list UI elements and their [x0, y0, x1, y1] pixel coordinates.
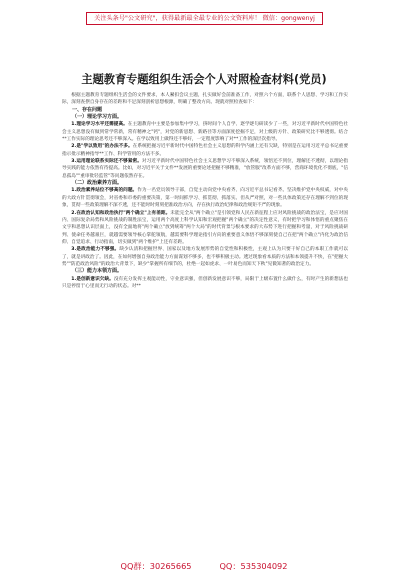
paragraph-lead: 3.是政治能力不够强。: [71, 247, 120, 253]
paragraph-lead: 2.是"学以致用"的办法不多。: [71, 144, 133, 150]
paragraph-lead: 1.是创新意识欠缺。: [71, 276, 114, 282]
subsection-heading: （一）理论学习方面。: [72, 114, 123, 121]
paragraph-text: 在主题教育中主要是参加集中学习，挤时间个人自学、逐学逐句研读少了一些，对习近平新时代中国特色社会主义思想没有做到常学常新，常有精神之"钙"，对党的新思想、新路径等方面深度挖掘不足，对上级的方针、政策研究比不够透彻。结合**工作实际的理论思考还不够深入。在学以致用上做得还不够好，一定程度影响了对**工作的深层次指导。: [62, 122, 349, 143]
paragraph-text: 作为一名党员领导干部，自觉主动向党中央看齐、向习近平总书记看齐。坚决维护党中央权威，对中央的大政方针贯彻领会，对省委和市委的重要决策，第一时间抓学习、抓贯彻、抓落实。但从严对照，对一些具体政策还存在理解不到位的现象，贯彻一些政策理解不深不透，还不能时时刻刻把准政治方向，存在执行政治纪律和政治规矩不严的现象。: [62, 188, 348, 209]
promo-banner: 关注头条号"公文研究"，获得最新最全最专业的公文资料库！ 微信：gongwenyj: [86, 12, 323, 25]
paragraph-text: 缺少认清和把握世界、国家以及地方发展形势的自觉性和积极性，主观上认为只要干好自己的本职工作就可以了，就是讲政治了。因此，在如何增强自身政治能力方面谋划不够多，也不够积极主动。透过现象看本质的方法和本领提升不快，在"把握大势""防范政治风险"的政治大背景下，缺少"掌握所有细节的，杜绝一起如虎求、一叶易色而知天下秋"见微知著的政治定力。: [62, 247, 349, 267]
paragraph: [62, 143, 348, 158]
paragraph-lead: 1.政治素养站位不够高的问题。: [71, 188, 138, 194]
document-body: [62, 92, 348, 290]
paragraph: [62, 246, 348, 268]
paragraph: [62, 187, 348, 209]
paragraph-text: 没有充分发挥主观能动性，守业意识强，但创新发展意识不够，局限于上级布置什么做什么，有时产生的新想法也只是停留于心里而无行动的状态。对**: [62, 276, 348, 289]
section-heading: 一、存在问题: [72, 106, 103, 113]
subsection-heading: （三）能力本领方面。: [72, 268, 123, 275]
paragraph-lead: 2.在政治认知和政治执行"两个确立"上有差距。: [71, 210, 171, 216]
paragraph: [62, 121, 348, 143]
paragraph-text: 对习近平新时代中国特色社会主义思想学习不够深入系统，领悟还不到位，理解还不透彻，以理论指导实践的能力依然有待提高。比如，对习近平关于文件**发展的重要论述把握不够精准，"放管服"改革方面不够，营商环境优化不彻底，"信息孤岛""重审批轻监管"等问题依然存在。: [62, 159, 348, 179]
paragraph: [62, 158, 348, 180]
paragraph-text: 在系统把握习近平新时代中国特色社会主义思想的科学内涵上还有欠缺，特别是在运用习近平总书记重要指示批示精神指导**工作、科学管用的方法不多。: [62, 144, 349, 157]
paragraph-text: 未能完全从"两个确立"是引领党和人民在新征程上应对风险挑战的政治法宝，是应对国内、国际复杂局势和风险挑战的制胜法宝，运用两个高度上科学认知和宏观把握"两个确立"的决定性意义，有时把学习和体悟的重点聚焦在文字和思想认识层面上，没有全面地将"两个确立"放到统筹"两个大局"的时代背景与根本要求的大布势下进行把握和考量，对于风险挑战研判、使命任务越艰巨，就越需要领导核心掌舵领航，越需要科学理论指引方向的重要意义体悟不够深刻使自己在把"两个确立"内化为政治信仰、自觉追求、行动指南，切实做到"两个维护"上还有差距。: [62, 210, 348, 245]
intro-paragraph: 根据主题教育专题组织生活会的文件要求，本人紧扣会议主题，扎实做好会前准备工作，对照六个方面，联系个人思想、学习和工作实际，深刻查摆自身存在的差距和不足深刻剖析思想根源，明确了整改方向。现就对照检查如下：: [62, 93, 348, 106]
paragraph: [62, 210, 348, 247]
footer-contact: [0, 561, 408, 572]
footer-qq-group: QQ群：30265665: [120, 561, 192, 571]
footer-qq-contact: QQ：535304092: [219, 561, 288, 571]
subsection-heading: （二）政治素养方面。: [72, 180, 123, 187]
paragraph-lead: 3.运用理论联系实际还不够紧密。: [71, 159, 142, 165]
paragraph: [62, 276, 348, 291]
document-title: 主题教育专题组织生活会个人对照检查材料(党员): [81, 73, 327, 86]
paragraph-lead: 1.理论学习水平还需提高。: [71, 122, 128, 128]
